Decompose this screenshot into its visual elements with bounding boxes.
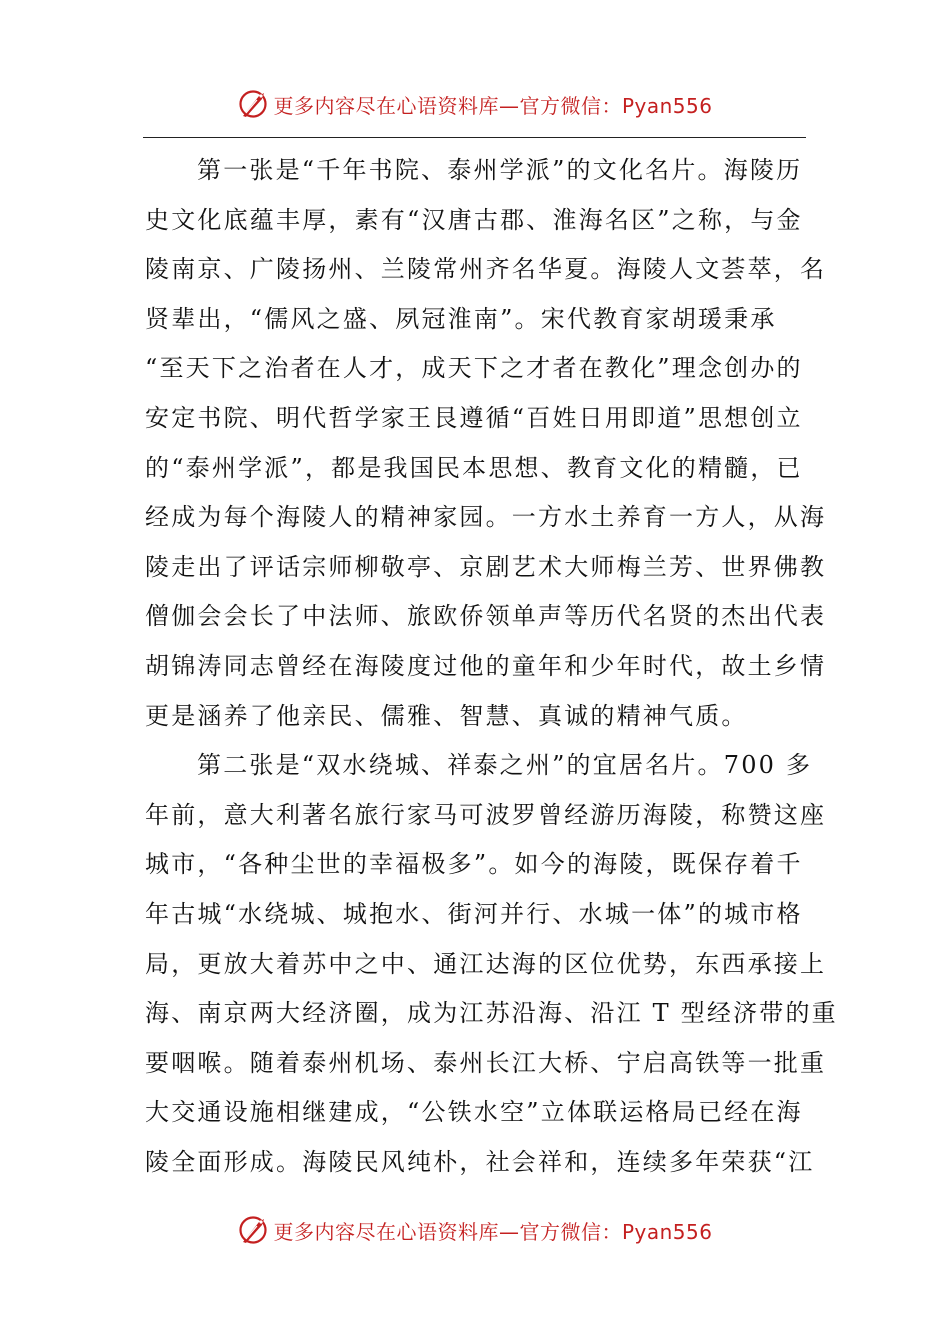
text-line: 要咽喉。随着泰州机场、泰州长江大桥、宁启高铁等一批重 [145,1048,827,1077]
text-line: 海、南京两大经济圈，成为江苏沿海、沿江 T 型经济带的重 [145,999,838,1028]
document-body [145,146,838,1187]
paragraph-1 [145,146,827,741]
text-line: 第一张是“千年书院、泰州学派”的文化名片。海陵历 [197,156,803,184]
text-line: 大交通设施相继建成，“公铁水空”立体联运格局已经在海 [145,1098,803,1127]
header-banner [0,86,950,122]
header-divider [143,137,806,138]
text-line: 更是涵养了他亲民、儒雅、智慧、真诚的精神气质。 [145,701,748,730]
text-line: 城市，“各种尘世的幸福极多”。如今的海陵，既保存着千 [145,850,803,879]
text-line: 的“泰州学派”，都是我国民本思想、教育文化的精髓，已 [145,453,803,482]
text-line: 年古城“水绕城、城抱水、街河并行、水城一体”的城市格 [145,899,803,928]
text-line: 僧伽会会长了中法师、旅欧侨领单声等历代名贤的杰出代表 [145,602,827,631]
text-line: 年前，意大利著名旅行家马可波罗曾经游历海陵，称赞这座 [145,800,827,829]
text-line: 局，更放大着苏中之中、通江达海的区位优势，东西承接上 [145,949,827,978]
text-line: 贤辈出，“儒风之盛、夙冠淮南”。宋代教育家胡瑗秉承 [145,304,777,333]
text-line: 胡锦涛同志曾经在海陵度过他的童年和少年时代，故土乡情 [145,651,827,680]
text-line: 陵走出了评话宗师柳敬亭、京剧艺术大师梅兰芳、世界佛教 [145,552,827,581]
text-line: “至天下之治者在人才，成天下之才者在教化”理念创办的 [145,354,803,383]
pen-nib-logo-icon [237,87,271,121]
text-line: 陵全面形成。海陵民风纯朴，社会祥和，连续多年荣获“江 [145,1147,815,1176]
text-line: 史文化底蕴丰厚，素有“汉唐古郡、淮海名区”之称，与金 [145,205,803,234]
footer-banner-text: 更多内容尽在心语资料库—官方微信：Pyan556 [273,1219,713,1244]
text-line: 陵南京、广陵扬州、兰陵常州齐名华夏。海陵人文荟萃，名 [145,255,827,284]
footer-banner [0,1212,950,1248]
text-line: 经成为每个海陵人的精神家园。一方水土养育一方人，从海 [145,503,827,532]
pen-nib-logo-icon [237,1213,271,1247]
text-line: 安定书院、明代哲学家王艮遵循“百姓日用即道”思想创立 [145,403,803,432]
header-banner-text: 更多内容尽在心语资料库—官方微信：Pyan556 [273,93,713,118]
text-line: 第二张是“双水绕城、祥泰之州”的宜居名片。700 多 [197,751,813,780]
paragraph-2 [145,741,838,1187]
